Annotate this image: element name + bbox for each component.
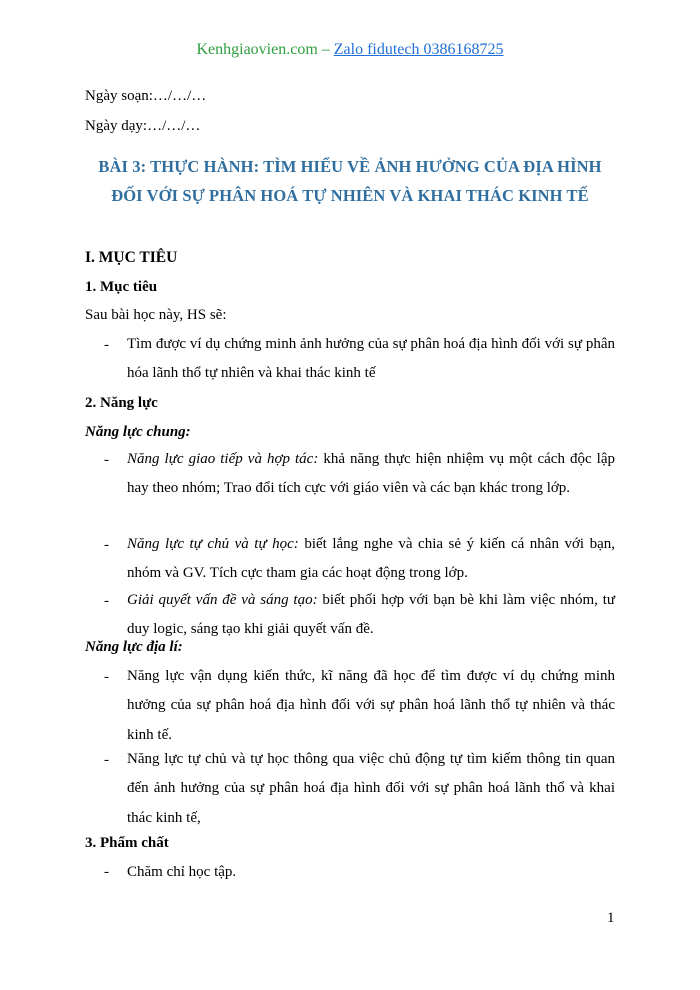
- general-competency-heading: Năng lực chung:: [85, 424, 191, 440]
- bullet-dash: -: [104, 452, 109, 468]
- general-item-self-study: [127, 530, 615, 589]
- bullet-dash: -: [104, 669, 109, 685]
- general-item-text: biết lắng nghe và chia sẻ ý kiến cá nhân với bạn, nhóm và GV. Tích cực tham gia các hoạt động trong lớp.: [127, 536, 615, 582]
- bullet-dash: -: [104, 537, 109, 553]
- general-item-problem-solving: [127, 586, 615, 645]
- general-item-label: Năng lực giao tiếp và hợp tác:: [127, 451, 319, 467]
- header-site: Kenhgiaovien.com: [196, 41, 318, 58]
- section-heading-objectives: I. MỤC TIÊU: [85, 249, 178, 266]
- header-contact-link[interactable]: Zalo fidutech 0386168725: [333, 41, 504, 58]
- intro-text: Sau bài học này, HS sẽ:: [85, 307, 227, 323]
- lesson-title-line-1: BÀI 3: THỰC HÀNH: TÌM HIỂU VỀ ẢNH HƯỞNG CỦA ĐỊA HÌNH: [98, 157, 602, 176]
- general-item-communication: [127, 445, 615, 504]
- date-prepared: Ngày soạn:…/…/…: [85, 88, 207, 104]
- page-number: 1: [607, 910, 615, 926]
- goal-item: Tìm được ví dụ chứng minh ảnh hưởng của sự phân hoá địa hình đối với sự phân hóa lãnh thổ tự nhiên và khai thác kinh tế: [127, 336, 615, 382]
- bullet-dash: -: [104, 864, 109, 880]
- bullet-dash: -: [104, 337, 109, 353]
- bullet-dash: -: [104, 752, 109, 768]
- subsection-heading-competencies: 2. Năng lực: [85, 395, 158, 411]
- header-separator: –: [317, 41, 334, 58]
- general-item-text: biết phối hợp với bạn bè khi làm việc nhóm, tư duy logic, sáng tạo khi giải quyết vấn đề.: [127, 592, 616, 638]
- subsection-heading-goals: 1. Mục tiêu: [85, 279, 158, 295]
- page-header: [0, 41, 700, 59]
- date-taught: Ngày dạy:…/…/…: [85, 118, 201, 134]
- bullet-dash: -: [104, 593, 109, 609]
- general-item-label: Giải quyết vấn đề và sáng tạo:: [127, 592, 318, 608]
- geo-item-self-study: Năng lực tự chủ và tự học thông qua việc chủ động tự tìm kiếm thông tin quan đến ảnh hưởng của sự phân hoá địa hình đối với sự phân hoá lãnh thổ và khai thác kinh tế,: [127, 751, 615, 826]
- geography-competency-heading: Năng lực địa lí:: [85, 639, 183, 655]
- geo-item-apply-knowledge: Năng lực vận dụng kiến thức, kĩ năng đã học để tìm được ví dụ chứng minh hưởng của sự phân hoá địa hình đối với sự phân hoá lãnh thổ tự nhiên và thác kinh tế.: [127, 668, 615, 743]
- general-item-label: Năng lực tự chủ và tự học:: [127, 536, 299, 552]
- quality-item: Chăm chỉ học tập.: [127, 864, 237, 880]
- lesson-title-line-2: ĐỐI VỚI SỰ PHÂN HOÁ TỰ NHIÊN VÀ KHAI THÁC KINH TẾ: [111, 186, 589, 205]
- subsection-heading-qualities: 3. Phẩm chất: [85, 835, 169, 851]
- general-item-text: khả năng thực hiện nhiệm vụ một cách độc lập hay theo nhóm; Trao đổi tích cực với giáo viên và các bạn khác trong lớp.: [127, 451, 615, 497]
